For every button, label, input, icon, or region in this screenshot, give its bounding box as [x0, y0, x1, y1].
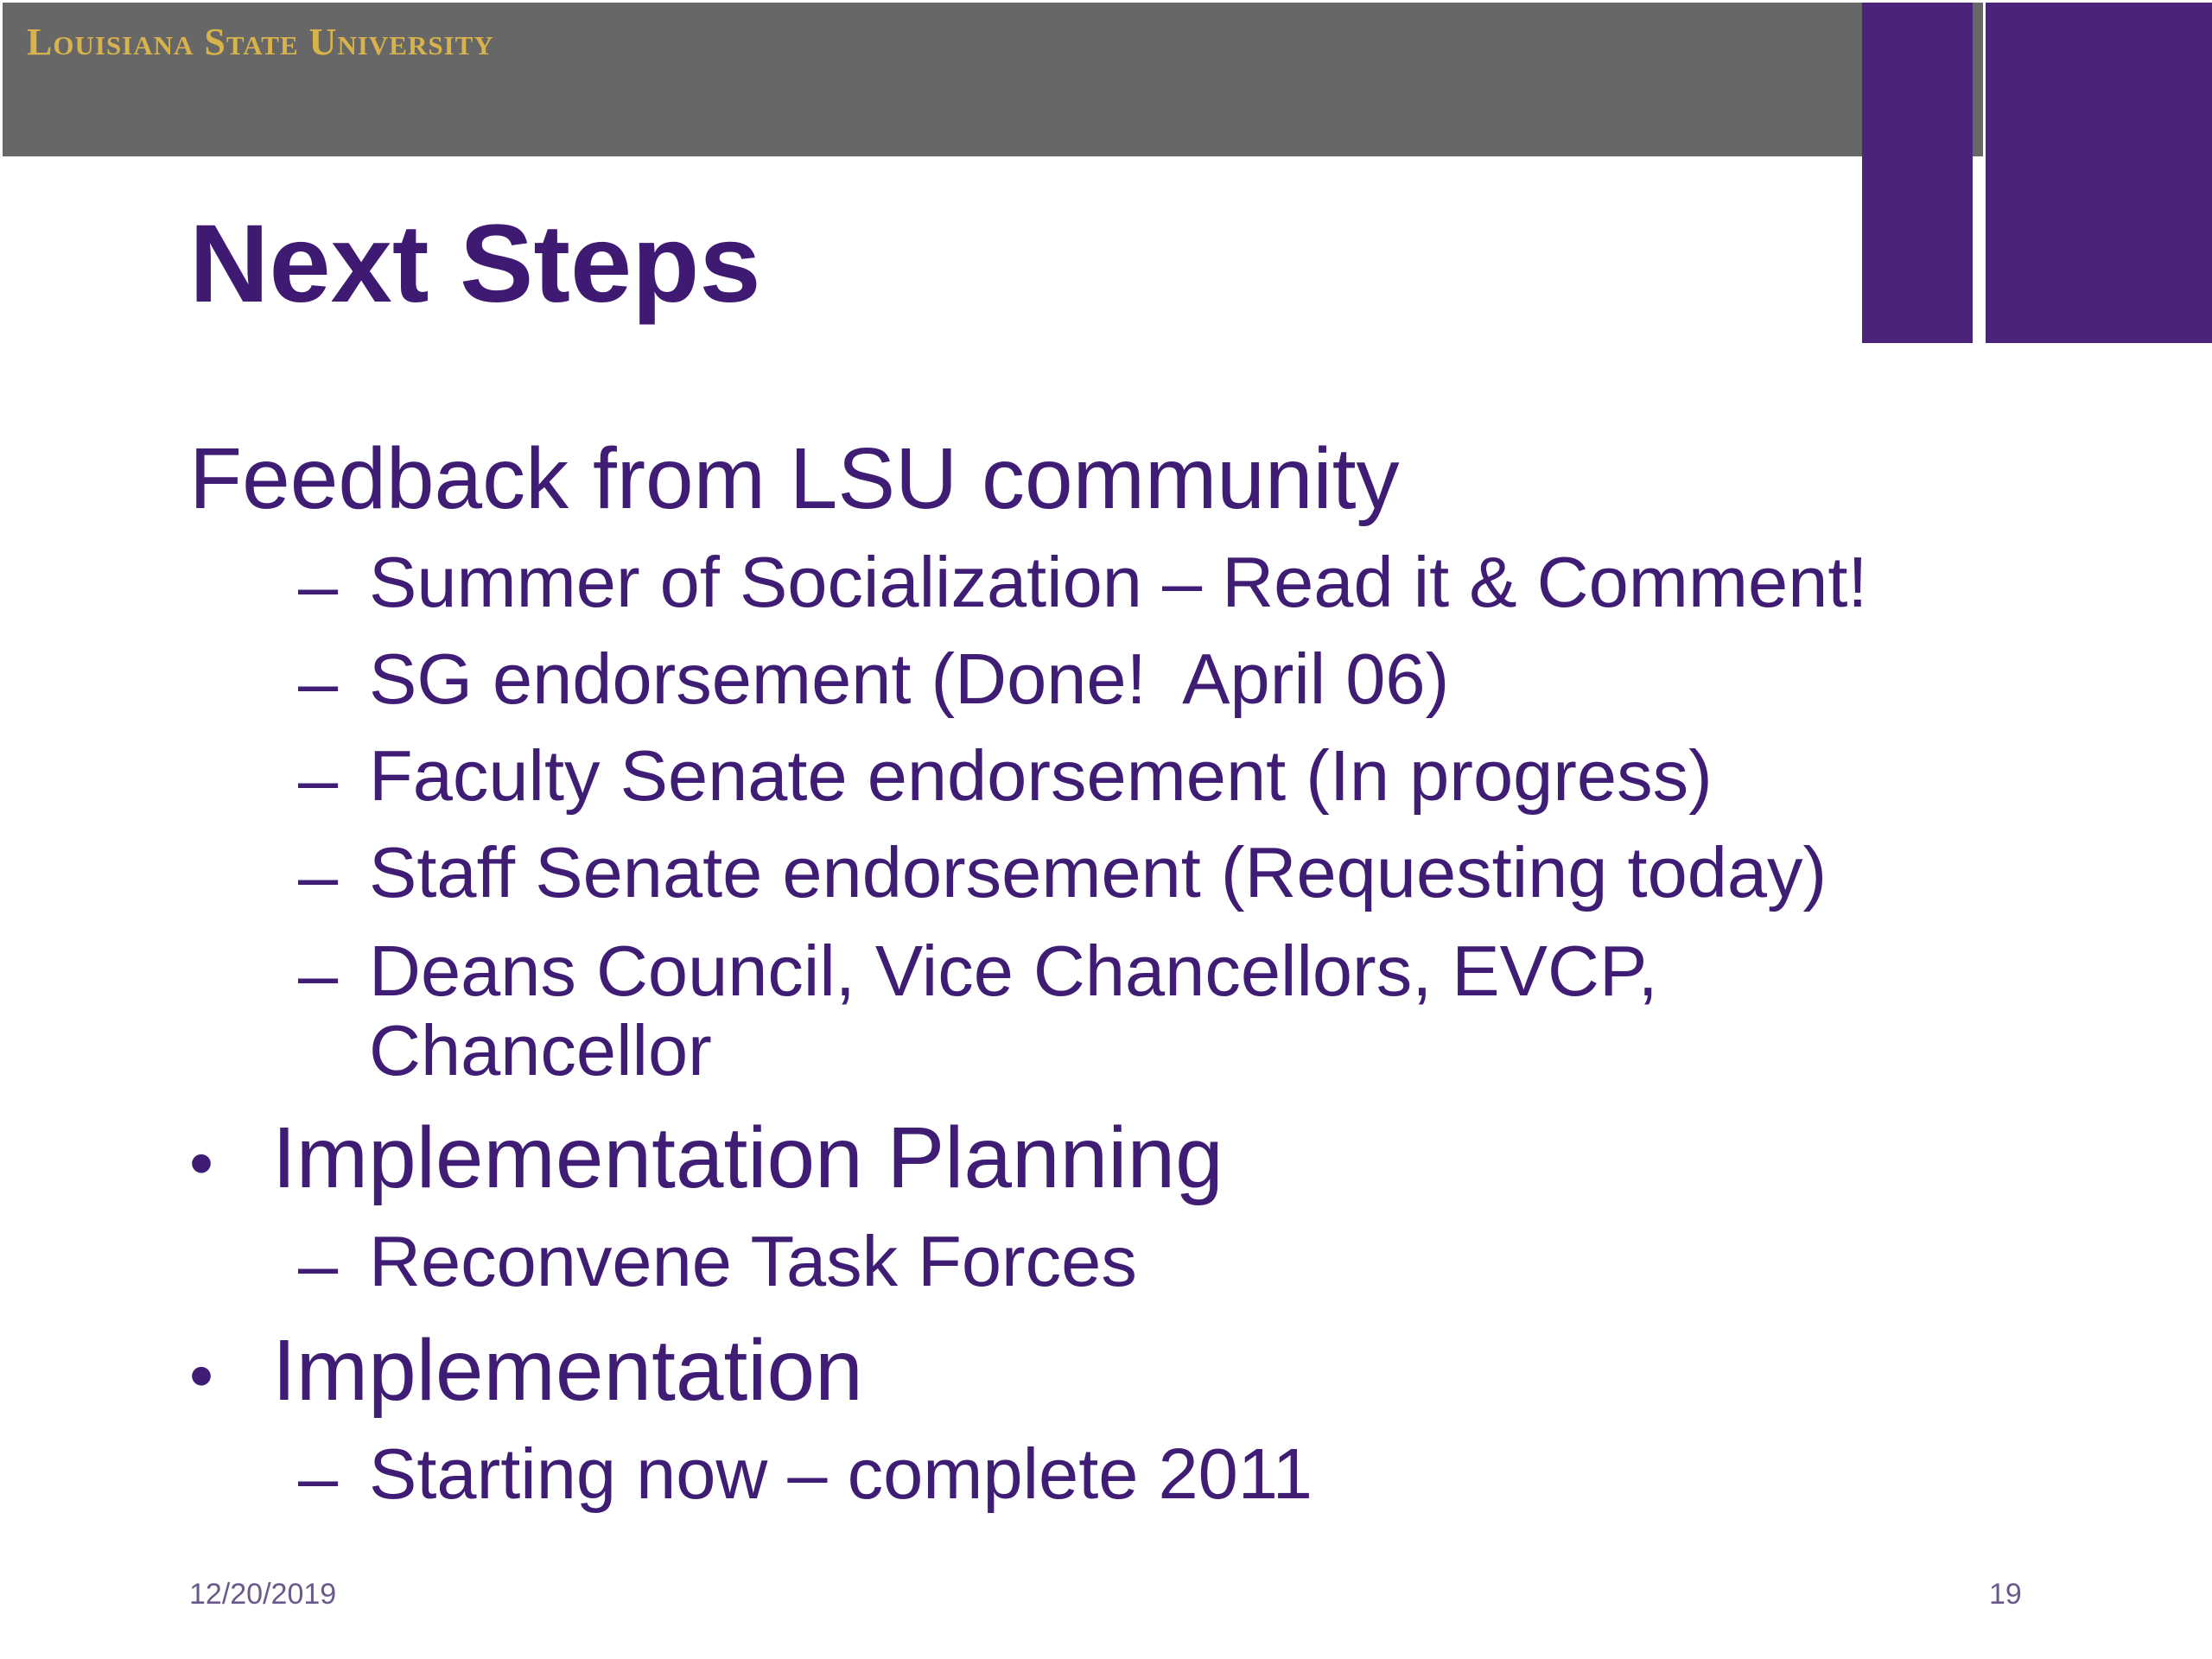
list-item-text: Starting now – complete 2011	[369, 1433, 1313, 1514]
decorative-purple-block-left	[1862, 3, 1973, 343]
dash-bullet: –	[298, 545, 339, 626]
list-item-feedback	[189, 430, 1400, 527]
list-item-text: Chancellor	[369, 1010, 712, 1090]
round-bullet: •	[189, 1337, 214, 1414]
list-item-reconvene-task-forces	[369, 1221, 1137, 1301]
list-item-text: Summer of Socialization – Read it & Comment!	[369, 542, 1868, 622]
list-item-text: Implementation	[272, 1322, 863, 1419]
slide-title: Next Steps	[189, 202, 761, 326]
dash-bullet: –	[298, 1437, 339, 1517]
decorative-purple-block-right	[1986, 3, 2212, 343]
dash-bullet: –	[298, 739, 339, 819]
list-item-deans-council-continued	[369, 1010, 712, 1090]
list-item-summer-socialization	[369, 544, 1868, 620]
dash-bullet: –	[298, 1224, 339, 1305]
round-bullet: •	[189, 1124, 214, 1201]
list-item-text: Feedback from LSU community	[189, 430, 1400, 527]
list-item-text: Deans Council, Vice Chancellors, EVCP,	[369, 931, 1658, 1011]
list-item-text: Implementation Planning	[272, 1109, 1224, 1206]
list-item-deans-council	[369, 931, 1658, 1011]
list-item-text: Staff Senate endorsement (Requesting today)	[369, 832, 1827, 912]
list-item-faculty-senate	[369, 735, 1713, 816]
slide-number: 19	[1989, 1578, 2022, 1611]
list-item-text: Faculty Senate endorsement (In progress)	[369, 735, 1713, 816]
header-bar	[3, 3, 1983, 156]
list-item-implementation	[272, 1322, 863, 1419]
list-item-sg-endorsement	[369, 639, 1450, 719]
list-item-text: Reconvene Task Forces	[369, 1221, 1137, 1301]
university-wordmark: Louisiana State University	[27, 21, 494, 63]
dash-bullet: –	[298, 642, 339, 722]
dash-bullet: –	[298, 934, 339, 1014]
list-item-text: SG endorsement (Done! April 06)	[369, 639, 1450, 719]
list-item-implementation-planning	[272, 1109, 1224, 1206]
footer-date: 12/20/2019	[189, 1578, 337, 1611]
dash-bullet: –	[298, 836, 339, 916]
list-item-staff-senate	[369, 832, 1827, 912]
list-item-starting-now	[369, 1433, 1313, 1514]
